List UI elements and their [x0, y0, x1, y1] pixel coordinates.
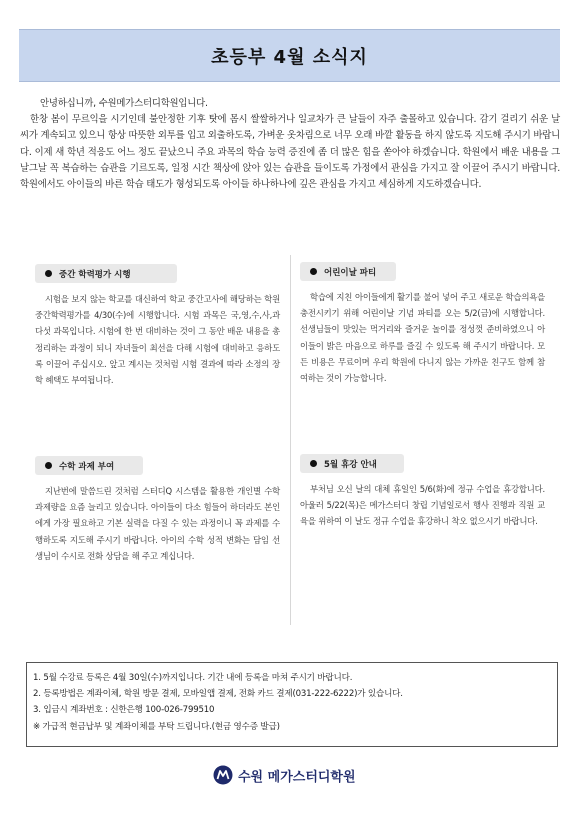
intro-greeting: 안녕하십니까, 수원메가스터디학원입니다.	[40, 98, 208, 109]
section-heading	[35, 456, 143, 475]
page-title: 초등부 4월 소식지	[211, 46, 368, 68]
bullet-icon	[45, 270, 52, 277]
megastudy-logo-icon	[213, 765, 233, 785]
section-heading-label: 5월 휴강 안내	[324, 459, 377, 470]
brand-name: 수원 메가스터디학원	[238, 769, 356, 785]
payment-notice-box	[26, 662, 558, 747]
section-heading-label: 중간 학력평가 시행	[59, 269, 131, 280]
section-may-holiday	[300, 452, 545, 530]
intro-body: 한창 봄이 무르익을 시기인데 불안정한 기후 탓에 몸시 쌀쌀하거나 일교차가 큰 날들이 자주 출몰하고 있습니다. 감기 걸리기 쉬운 날씨가 계속되고 있으니 항상 따뜻한 외투를 입고 외출하도록, 가벼운 옷차림으로 너무 오래 바깥 활동을 하지 않도록 지도해 주시기 바랍니다. 이제 새 학년 적응도 어느 정도 끝났으니 주요 과목의 학습 능력 증진에 좀 더 많은 힘을 쏟아야 하겠습니다. 학원에서 배운 내용을 그날그날 꼭 복습하는 습관을 기르도록, 일정 시간 책상에 앉아 있는 습관을 들이도록 가정에서 관심을 가지고 잘 이끌어 주시기 바랍니다. 학원에서도 아이들의 바른 학습 태도가 형성되도록 아이들 하나하나에 깊은 관심을 가지고 세심하게 지도하겠습니다.	[20, 114, 560, 191]
notice-line: ※ 가급적 현금납부 및 계좌이체를 부탁 드립니다.(현금 영수증 발급)	[33, 721, 280, 732]
bullet-icon	[45, 462, 52, 469]
intro-paragraph	[20, 96, 560, 193]
section-heading	[300, 262, 396, 281]
notice-line: 2. 등록방법은 계좌이체, 학원 방문 결제, 모바일앱 결제, 전화 카드 결제(031-222-6222)가 있습니다.	[33, 689, 403, 700]
column-divider	[290, 255, 291, 625]
section-heading-label: 어린이날 파티	[324, 267, 377, 278]
section-body: 학습에 지친 아이들에게 활기를 불어 넣어 주고 새로운 학습의욕을 충전시키기 위해 어린이날 기념 파티를 오는 5/2(금)에 시행합니다. 선생님들이 맛있는 먹거리와 즐거운 놀이를 정성껏 준비하였으니 아이들이 밝은 마음으로 하루를 즐길 수 있도록 해 주시기 바랍니다. 모든 비용은 무료이며 우리 학원에 다니지 않는 가까운 친구도 함께 참여하는 것이 가능합니다.	[300, 292, 545, 384]
section-math-assignment	[35, 454, 280, 564]
title-banner	[19, 29, 560, 82]
section-body: 부처님 오신 날의 대체 휴일인 5/6(화)에 정규 수업을 휴강합니다. 아울러 5/22(목)은 메가스터디 창립 기념일로서 행사 진행과 직원 교육을 위하여 이 날도 정규 수업을 휴강하니 착오 없으시기 바랍니다.	[300, 484, 545, 527]
section-childrens-day-party	[300, 260, 545, 386]
section-heading-label: 수학 과제 부여	[59, 461, 115, 472]
bullet-icon	[310, 268, 317, 275]
footer-brand	[213, 764, 383, 786]
notice-line: 1. 5월 수강료 등록은 4월 30일(수)까지입니다. 기간 내에 등록을 마쳐 주시기 바랍니다.	[33, 673, 353, 683]
section-body: 시험을 보지 않는 학교를 대신하여 학교 중간고사에 해당하는 학원 중간학력평가를 4/30(수)에 시행합니다. 시험 과목은 국,영,수,사,과 다섯 과목입니다. 시험에 한 번 대비하는 것이 그 동안 배운 내용을 총정리하는 과정이 되니 자녀들이 최선을 다해 시험에 대비하고 응하도록 이끌어 주십시오. 앞고 계시는 것처럼 시험 결과에 따라 소정의 장학 혜택도 부여됩니다.	[35, 294, 280, 386]
notice-line: 3. 입금시 계좌번호 : 신한은행 100-026-799510	[33, 705, 215, 716]
section-heading	[35, 264, 177, 283]
section-heading	[300, 454, 404, 473]
section-body: 지난번에 말씀드린 것처럼 스터디Q 시스템을 활용한 개인별 수학 과제량을 요즘 늘리고 있습니다. 아이들이 다소 힘들어 하더라도 본인에게 가장 필요하고 기본 실력을 다질 수 있는 과정이니 꼭 과제를 수행하도록 지도해 주시기 바랍니다. 아이의 수학 성적 변화는 담임 선생님이 수시로 전화 상담을 해 주고 계십니다.	[35, 486, 280, 561]
section-midterm-exam	[35, 262, 280, 388]
bullet-icon	[310, 460, 317, 467]
